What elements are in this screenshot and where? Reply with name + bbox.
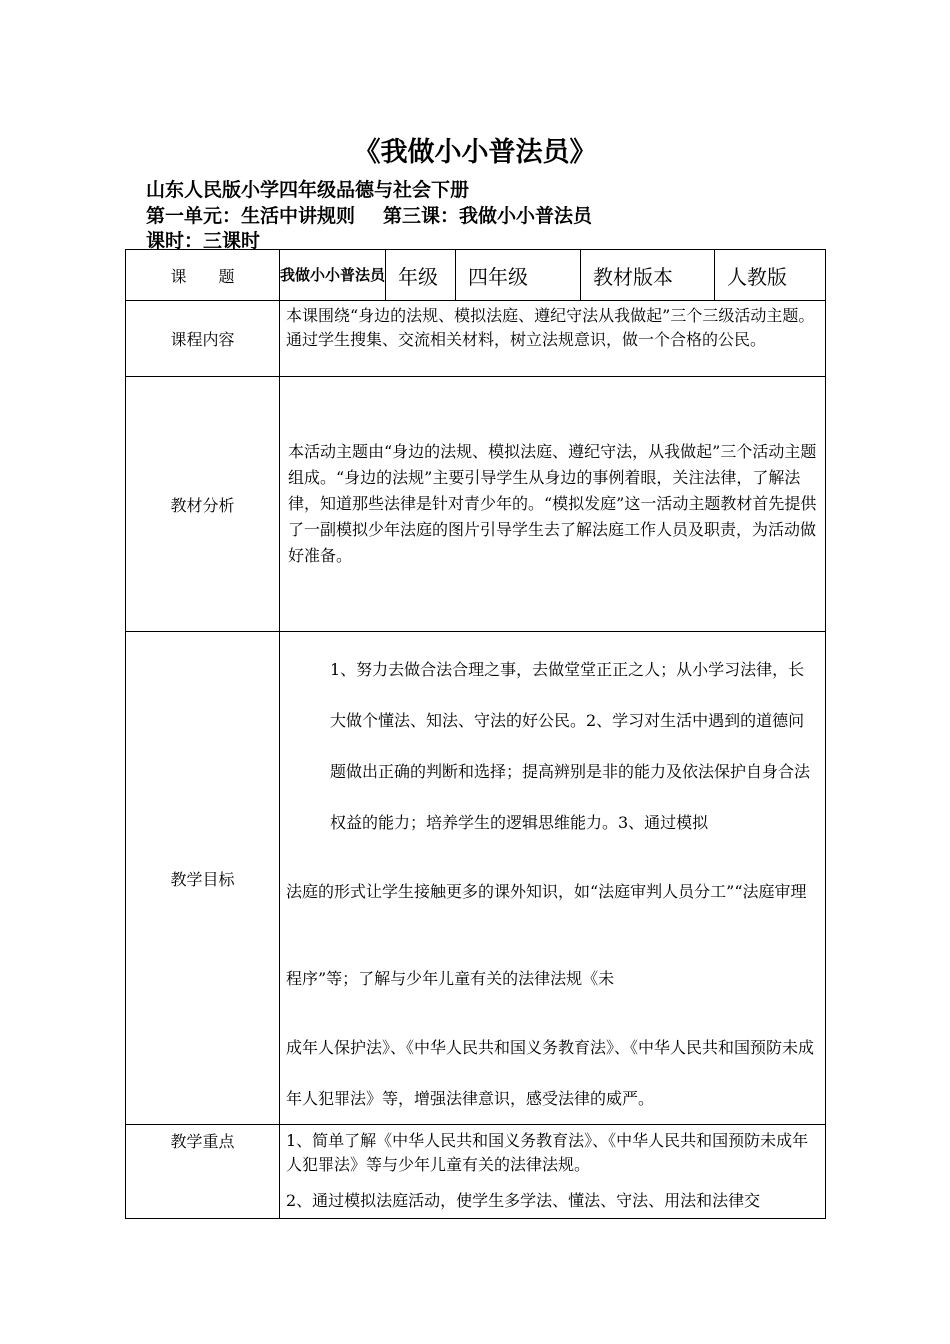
analysis-label: 教材分析 bbox=[126, 377, 280, 632]
unit-text: 第一单元：生活中讲规则 bbox=[146, 205, 356, 227]
grade-value: 四年级 bbox=[456, 250, 581, 301]
goals-paragraph-3: 成年人保护法》、《中华人民共和国义务教育法》、《中华人民共和国预防未成年人犯罪法》等，增强法律意识，感受法律的威严。 bbox=[286, 1038, 815, 1108]
goals-cell bbox=[280, 632, 826, 1125]
lesson-plan-table bbox=[125, 249, 826, 1219]
goals-paragraph-2: 法庭的形式让学生接触更多的课外知识，如“法庭审判人员分工”“法庭审理程序”等；了解与少年儿童有关的法律法规《未 bbox=[286, 882, 807, 988]
grade-label: 年级 bbox=[386, 250, 456, 301]
content-label: 课程内容 bbox=[126, 301, 280, 377]
table-row bbox=[126, 301, 826, 377]
hours-line: 课时：三课时 bbox=[146, 230, 261, 252]
analysis-text: 本活动主题由“身边的法规、模拟法庭、遵纪守法，从我做起”三个活动主题组成。“身边的法规”主要引导学生从身边的事例着眼，关注法律，了解法律，知道那些法律是针对青少年的。“模拟发庭”这一活动主题教材首先提供了一副模拟少年法庭的图片引导学生去了解法庭工作人员及职责，为活动做好准备。 bbox=[280, 377, 826, 632]
content-text: 本课围绕“身边的法规、模拟法庭、遵纪守法从我做起”三个三级活动主题。通过学生搜集、交流相关材料，树立法规意识，做一个合格的公民。 bbox=[280, 301, 826, 377]
lesson-text: 第三课：我做小小普法员 bbox=[383, 205, 593, 227]
document-title: 《我做小小普法员》 bbox=[353, 137, 597, 168]
table-row bbox=[126, 250, 826, 301]
key-point-2: 2、通过模拟法庭活动，使学生多学法、懂法、守法、用法和法律交 bbox=[286, 1191, 761, 1210]
unit-lesson-line bbox=[146, 201, 592, 228]
edition-value: 人教版 bbox=[715, 250, 826, 301]
key-point-1: 1、简单了解《中华人民共和国义务教育法》、《中华人民共和国预防未成年人犯罪法》等与少年儿童有关的法律法规。 bbox=[286, 1131, 809, 1174]
table-row bbox=[126, 377, 826, 632]
subject-label: 课 题 bbox=[126, 250, 280, 301]
table-row bbox=[126, 1125, 826, 1219]
goals-label: 教学目标 bbox=[126, 632, 280, 1125]
goals-paragraph-1: 1、努力去做合法合理之事，去做堂堂正正之人；从小学习法律，长大做个懂法、知法、守法的好公民。2、学习对生活中遇到的道德问题做出正确的判断和选择；提高辨别是非的能力及依法保护自身合法权益的能力；培养学生的逻辑思维能力。3、通过模拟 bbox=[330, 660, 811, 832]
key-points-cell bbox=[280, 1125, 826, 1219]
subject-value: 我做小小普法员 bbox=[280, 250, 386, 301]
textbook-line: 山东人民版小学四年级品德与社会下册 bbox=[146, 179, 470, 201]
table-row bbox=[126, 632, 826, 1125]
edition-label: 教材版本 bbox=[581, 250, 715, 301]
key-points-label: 教学重点 bbox=[126, 1125, 280, 1219]
